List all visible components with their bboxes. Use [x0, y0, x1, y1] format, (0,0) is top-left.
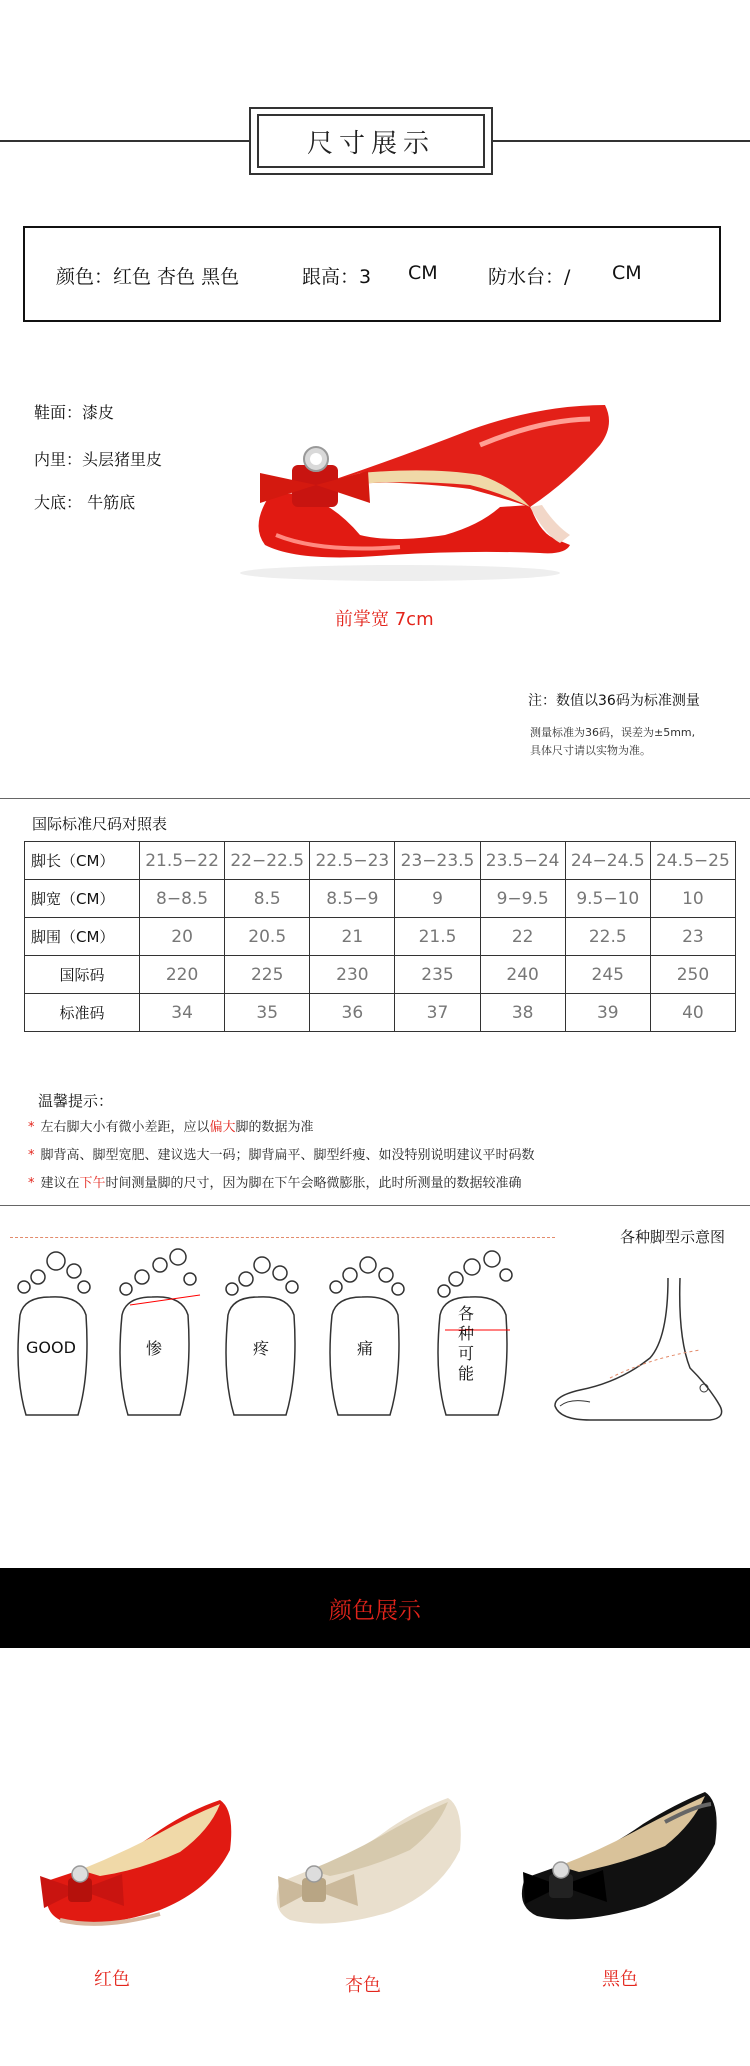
row-header: 标准码	[25, 994, 140, 1032]
forefoot-width-label: 前掌宽 7cm	[335, 609, 434, 630]
table-cell: 240	[480, 956, 565, 994]
foot-label-3: 疼	[253, 1339, 270, 1358]
platform-spec: 防水台：/	[488, 266, 571, 288]
measure-detail-1: 测量标准为36码，误差为±5mm,	[530, 726, 696, 739]
foot-label-5: 各种可能	[458, 1304, 475, 1383]
table-cell: 20.5	[225, 918, 310, 956]
table-cell: 22−22.5	[225, 842, 310, 880]
table-cell: 34	[140, 994, 225, 1032]
color-banner: 颜色展示	[0, 1568, 750, 1648]
table-cell: 250	[650, 956, 735, 994]
table-cell: 36	[310, 994, 395, 1032]
row-header: 脚围（CM）	[25, 918, 140, 956]
foot-types-title: 各种脚型示意图	[620, 1228, 726, 1246]
table-row	[25, 918, 736, 956]
table-cell: 8.5	[225, 880, 310, 918]
platform-unit: CM	[612, 262, 642, 284]
measure-note: 注：数值以36码为标准测量	[528, 693, 700, 709]
table-cell: 230	[310, 956, 395, 994]
table-cell: 8.5−9	[310, 880, 395, 918]
foot-label-2: 惨	[146, 1339, 163, 1358]
table-cell: 20	[140, 918, 225, 956]
divider	[0, 798, 750, 799]
tip-2: * 脚背高、脚型宽肥、建议选大一码；脚背扁平、脚型纤瘦、如没特别说明建议平时码数	[28, 1148, 535, 1163]
table-cell: 38	[480, 994, 565, 1032]
divider	[0, 1205, 750, 1206]
table-row	[25, 880, 736, 918]
size-table-title: 国际标准尺码对照表	[32, 815, 168, 833]
table-cell: 225	[225, 956, 310, 994]
page-title: 尺寸展示	[257, 114, 485, 168]
table-cell: 24.5−25	[650, 842, 735, 880]
table-cell: 40	[650, 994, 735, 1032]
color-label-black: 黑色	[602, 1969, 638, 1990]
table-cell: 39	[565, 994, 650, 1032]
color-spec: 颜色：红色 杏色 黑色	[56, 266, 240, 288]
table-cell: 10	[650, 880, 735, 918]
red-shoe-image	[40, 1790, 240, 1940]
foot-outlines	[0, 1235, 560, 1425]
table-row	[25, 994, 736, 1032]
table-cell: 22.5	[565, 918, 650, 956]
table-cell: 220	[140, 956, 225, 994]
size-chart-table	[24, 841, 736, 1032]
lining-material: 内里：头层猪里皮	[34, 450, 163, 469]
black-shoe-image	[515, 1782, 735, 1932]
table-cell: 22.5−23	[310, 842, 395, 880]
table-cell: 37	[395, 994, 480, 1032]
beige-shoe-image	[270, 1786, 470, 1936]
table-cell: 21.5	[395, 918, 480, 956]
row-header: 脚宽（CM）	[25, 880, 140, 918]
table-cell: 235	[395, 956, 480, 994]
color-label-beige: 杏色	[345, 1975, 381, 1996]
tip-3: * 建议在下午时间测量脚的尺寸，因为脚在下午会略微膨胀，此时所测量的数据较准确	[28, 1176, 522, 1191]
sole-material: 大底： 牛筋底	[34, 493, 136, 512]
table-cell: 9	[395, 880, 480, 918]
table-cell: 23−23.5	[395, 842, 480, 880]
table-cell: 24−24.5	[565, 842, 650, 880]
measure-detail-2: 具体尺寸请以实物为准。	[530, 744, 651, 757]
table-cell: 21	[310, 918, 395, 956]
table-row	[25, 956, 736, 994]
table-cell: 9−9.5	[480, 880, 565, 918]
table-cell: 9.5−10	[565, 880, 650, 918]
table-cell: 35	[225, 994, 310, 1032]
heel-unit: CM	[408, 262, 438, 284]
table-cell: 21.5−22	[140, 842, 225, 880]
table-row	[25, 842, 736, 880]
table-cell: 245	[565, 956, 650, 994]
foot-label-4: 痛	[357, 1339, 374, 1358]
tips-title: 温馨提示：	[38, 1092, 114, 1110]
color-label-red: 红色	[94, 1969, 130, 1990]
row-header: 国际码	[25, 956, 140, 994]
table-cell: 8−8.5	[140, 880, 225, 918]
red-shoe-side-image	[240, 385, 620, 585]
upper-material: 鞋面：漆皮	[34, 403, 115, 422]
foot-side-sketch	[550, 1278, 740, 1428]
table-cell: 23	[650, 918, 735, 956]
tip-1: * 左右脚大小有微小差距，应以偏大脚的数据为准	[28, 1120, 314, 1135]
table-cell: 22	[480, 918, 565, 956]
table-cell: 23.5−24	[480, 842, 565, 880]
row-header: 脚长（CM）	[25, 842, 140, 880]
heel-spec: 跟高：3	[302, 266, 372, 288]
foot-label-good: GOOD	[26, 1338, 76, 1357]
